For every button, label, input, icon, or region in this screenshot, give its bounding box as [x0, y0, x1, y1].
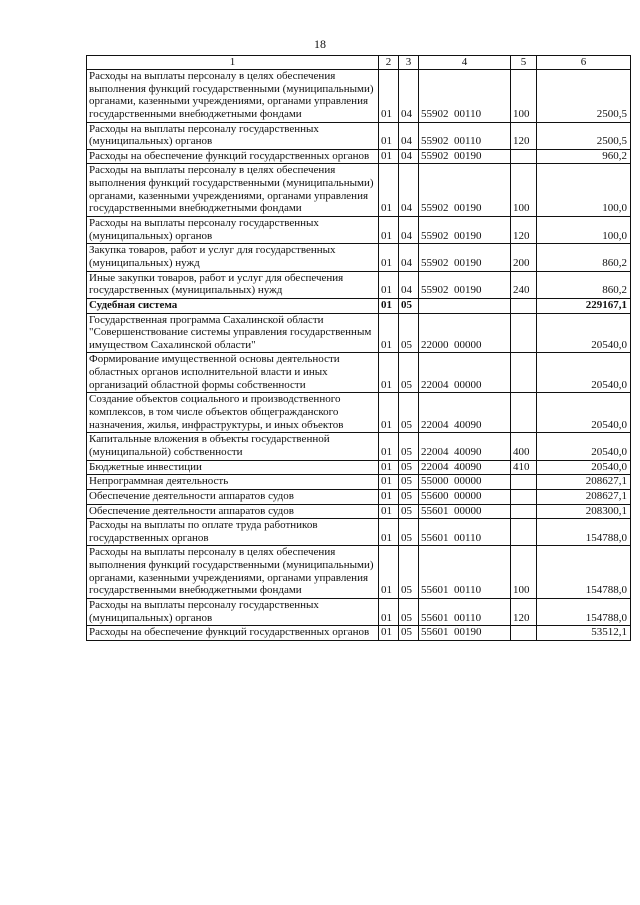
- row-target-article: [419, 244, 511, 271]
- row-section: 01: [379, 244, 399, 271]
- table-row: [87, 519, 631, 546]
- row-name: Судебная система: [87, 298, 379, 313]
- target-article-program: 55601: [421, 584, 449, 597]
- target-article-direction: 00000: [454, 378, 482, 391]
- row-section: 01: [379, 149, 399, 164]
- row-section: 01: [379, 217, 399, 244]
- target-article-direction: 00190: [454, 149, 482, 162]
- row-subsection: 05: [399, 298, 419, 313]
- row-target-article: [419, 460, 511, 475]
- row-subsection: 04: [399, 70, 419, 123]
- row-expense-type: 400: [511, 433, 537, 460]
- table-row: [87, 353, 631, 393]
- row-subsection: 05: [399, 475, 419, 490]
- row-section: 01: [379, 164, 399, 217]
- target-article-program: 55601: [421, 504, 449, 517]
- row-section: 01: [379, 122, 399, 149]
- row-name: Непрограммная деятельность: [87, 475, 379, 490]
- row-amount: 154788,0: [537, 598, 631, 625]
- row-amount: 208627,1: [537, 489, 631, 504]
- row-subsection: 04: [399, 271, 419, 298]
- table-row: [87, 217, 631, 244]
- row-name: Расходы на выплаты персоналу в целях обеспечения выполнения функций государственными (муниципальными) органами, казенными учреждениями, органами управления государственными внебюджетными фондами: [87, 164, 379, 217]
- row-expense-type: 120: [511, 598, 537, 625]
- target-article-program: 55902: [421, 202, 449, 215]
- row-subsection: 05: [399, 546, 419, 599]
- table-row: [87, 122, 631, 149]
- table-row: [87, 626, 631, 641]
- row-name: Расходы на обеспечение функций государственных органов: [87, 149, 379, 164]
- target-article-direction: 00110: [454, 135, 482, 148]
- target-article-program: 55902: [421, 135, 449, 148]
- header-col-5: 5: [511, 56, 537, 70]
- row-target-article: [419, 353, 511, 393]
- row-expense-type: [511, 475, 537, 490]
- target-article-direction: 40090: [454, 445, 482, 458]
- row-name: Расходы на выплаты персоналу в целях обеспечения выполнения функций государственными (муниципальными) органами, казенными учреждениями, органами управления государственными внебюджетными фондами: [87, 546, 379, 599]
- budget-table: [86, 55, 631, 641]
- row-subsection: 04: [399, 149, 419, 164]
- row-subsection: 05: [399, 598, 419, 625]
- row-subsection: 05: [399, 460, 419, 475]
- row-subsection: 05: [399, 353, 419, 393]
- row-target-article: [419, 149, 511, 164]
- table-row: [87, 598, 631, 625]
- row-section: 01: [379, 475, 399, 490]
- row-name: Государственная программа Сахалинской области "Совершенствование системы управления государственным имуществом Сахалинской области": [87, 313, 379, 353]
- target-article-direction: 00190: [454, 229, 482, 242]
- target-article-direction: 40090: [454, 460, 482, 473]
- row-section: 01: [379, 393, 399, 433]
- row-target-article: [419, 598, 511, 625]
- target-article-program: 55902: [421, 284, 449, 297]
- row-subsection: 05: [399, 504, 419, 519]
- row-name: Расходы на выплаты персоналу в целях обеспечения выполнения функций государственными (муниципальными) органами, казенными учреждениями, органами управления государственными внебюджетными фондами: [87, 70, 379, 123]
- row-amount: 154788,0: [537, 519, 631, 546]
- row-section: 01: [379, 504, 399, 519]
- row-amount: 53512,1: [537, 626, 631, 641]
- target-article-direction: 40090: [454, 418, 482, 431]
- row-amount: 154788,0: [537, 546, 631, 599]
- row-expense-type: 120: [511, 217, 537, 244]
- row-expense-type: [511, 626, 537, 641]
- row-expense-type: 410: [511, 460, 537, 475]
- table-row: [87, 460, 631, 475]
- row-section: 01: [379, 519, 399, 546]
- row-amount: 860,2: [537, 271, 631, 298]
- row-section: 01: [379, 598, 399, 625]
- row-name: Формирование имущественной основы деятельности областных органов исполнительной власти и иных организаций областной формы собственности: [87, 353, 379, 393]
- target-article-direction: 00000: [454, 489, 482, 502]
- row-name: Капитальные вложения в объекты государственной (муниципальной) собственности: [87, 433, 379, 460]
- row-expense-type: 100: [511, 70, 537, 123]
- row-target-article: [419, 489, 511, 504]
- row-name: Расходы на выплаты персоналу государственных (муниципальных) органов: [87, 217, 379, 244]
- table-row: [87, 149, 631, 164]
- target-article-direction: 00110: [454, 584, 482, 597]
- row-expense-type: 240: [511, 271, 537, 298]
- row-name: Иные закупки товаров, работ и услуг для обеспечения государственных (муниципальных) нужд: [87, 271, 379, 298]
- header-col-2: 2: [379, 56, 399, 70]
- table-row: [87, 489, 631, 504]
- target-article-program: 55600: [421, 489, 449, 502]
- target-article-program: 55902: [421, 229, 449, 242]
- target-article-program: 55902: [421, 256, 449, 269]
- target-article-program: 55601: [421, 626, 449, 639]
- page-number: 18: [314, 37, 326, 51]
- row-target-article: [419, 433, 511, 460]
- target-article-program: 55601: [421, 611, 449, 624]
- target-article-program: 55902: [421, 107, 449, 120]
- row-subsection: 05: [399, 313, 419, 353]
- row-section: 01: [379, 489, 399, 504]
- row-amount: 229167,1: [537, 298, 631, 313]
- row-subsection: 05: [399, 519, 419, 546]
- row-expense-type: 120: [511, 122, 537, 149]
- row-section: 01: [379, 433, 399, 460]
- row-amount: 2500,5: [537, 122, 631, 149]
- row-target-article: [419, 504, 511, 519]
- row-target-article: [419, 217, 511, 244]
- target-article-direction: 00110: [454, 611, 482, 624]
- row-target-article: [419, 70, 511, 123]
- row-target-article: [419, 298, 511, 313]
- row-expense-type: 100: [511, 546, 537, 599]
- row-section: 01: [379, 353, 399, 393]
- header-col-6: 6: [537, 56, 631, 70]
- row-amount: 20540,0: [537, 313, 631, 353]
- row-subsection: 04: [399, 164, 419, 217]
- row-name: Обеспечение деятельности аппаратов судов: [87, 489, 379, 504]
- row-name: Расходы на выплаты персоналу государственных (муниципальных) органов: [87, 122, 379, 149]
- row-section: 01: [379, 70, 399, 123]
- row-expense-type: [511, 519, 537, 546]
- row-name: Расходы на выплаты по оплате труда работников государственных органов: [87, 519, 379, 546]
- row-expense-type: [511, 504, 537, 519]
- row-name: Закупка товаров, работ и услуг для государственных (муниципальных) нужд: [87, 244, 379, 271]
- row-subsection: 05: [399, 489, 419, 504]
- table-body: [87, 70, 631, 641]
- row-name: Обеспечение деятельности аппаратов судов: [87, 504, 379, 519]
- row-section: 01: [379, 298, 399, 313]
- row-amount: 20540,0: [537, 393, 631, 433]
- row-amount: 2500,5: [537, 70, 631, 123]
- row-expense-type: [511, 353, 537, 393]
- table-row: [87, 475, 631, 490]
- row-expense-type: [511, 393, 537, 433]
- target-article-direction: 00110: [454, 107, 482, 120]
- row-subsection: 04: [399, 217, 419, 244]
- row-amount: 208300,1: [537, 504, 631, 519]
- target-article-program: 55902: [421, 149, 449, 162]
- target-article-program: 55000: [421, 475, 449, 488]
- row-target-article: [419, 164, 511, 217]
- table-row: [87, 433, 631, 460]
- table-row: [87, 504, 631, 519]
- table-row: [87, 393, 631, 433]
- row-target-article: [419, 271, 511, 298]
- target-article-direction: 00190: [454, 256, 482, 269]
- row-amount: 100,0: [537, 217, 631, 244]
- target-article-direction: 00000: [454, 504, 482, 517]
- row-section: 01: [379, 546, 399, 599]
- row-subsection: 05: [399, 393, 419, 433]
- row-amount: 20540,0: [537, 433, 631, 460]
- row-expense-type: [511, 149, 537, 164]
- target-article-direction: 00190: [454, 284, 482, 297]
- row-name: Бюджетные инвестиции: [87, 460, 379, 475]
- table-row: [87, 271, 631, 298]
- target-article-direction: 00000: [454, 338, 482, 351]
- row-expense-type: [511, 298, 537, 313]
- row-name: Создание объектов социального и производственного комплексов, в том числе объектов общегражданского назначения, жилья, инфраструктуры, и иных объектов: [87, 393, 379, 433]
- target-article-direction: 00110: [454, 531, 482, 544]
- row-expense-type: [511, 313, 537, 353]
- row-target-article: [419, 519, 511, 546]
- table-row: [87, 164, 631, 217]
- row-subsection: 04: [399, 244, 419, 271]
- table-header-row: [87, 56, 631, 70]
- row-amount: 20540,0: [537, 460, 631, 475]
- target-article-direction: 00190: [454, 202, 482, 215]
- row-subsection: 05: [399, 433, 419, 460]
- header-col-1: 1: [87, 56, 379, 70]
- table-row: [87, 313, 631, 353]
- row-expense-type: [511, 489, 537, 504]
- row-target-article: [419, 546, 511, 599]
- row-amount: 208627,1: [537, 475, 631, 490]
- row-target-article: [419, 475, 511, 490]
- row-subsection: 04: [399, 122, 419, 149]
- row-subsection: 05: [399, 626, 419, 641]
- target-article-direction: 00000: [454, 475, 482, 488]
- row-section: 01: [379, 313, 399, 353]
- row-expense-type: 100: [511, 164, 537, 217]
- row-target-article: [419, 626, 511, 641]
- table-row: [87, 70, 631, 123]
- header-col-3: 3: [399, 56, 419, 70]
- table-row: [87, 298, 631, 313]
- target-article-program: 22004: [421, 418, 449, 431]
- row-name: Расходы на выплаты персоналу государственных (муниципальных) органов: [87, 598, 379, 625]
- row-amount: 20540,0: [537, 353, 631, 393]
- target-article-program: 22000: [421, 338, 449, 351]
- target-article-direction: 00190: [454, 626, 482, 639]
- row-name: Расходы на обеспечение функций государственных органов: [87, 626, 379, 641]
- row-target-article: [419, 313, 511, 353]
- row-expense-type: 200: [511, 244, 537, 271]
- row-section: 01: [379, 626, 399, 641]
- row-target-article: [419, 393, 511, 433]
- table-row: [87, 244, 631, 271]
- table-row: [87, 546, 631, 599]
- row-section: 01: [379, 271, 399, 298]
- row-section: 01: [379, 460, 399, 475]
- target-article-program: 22004: [421, 445, 449, 458]
- target-article-program: 22004: [421, 460, 449, 473]
- row-target-article: [419, 122, 511, 149]
- target-article-program: 55601: [421, 531, 449, 544]
- header-col-4: 4: [419, 56, 511, 70]
- target-article-program: 22004: [421, 378, 449, 391]
- row-amount: 860,2: [537, 244, 631, 271]
- row-amount: 100,0: [537, 164, 631, 217]
- row-amount: 960,2: [537, 149, 631, 164]
